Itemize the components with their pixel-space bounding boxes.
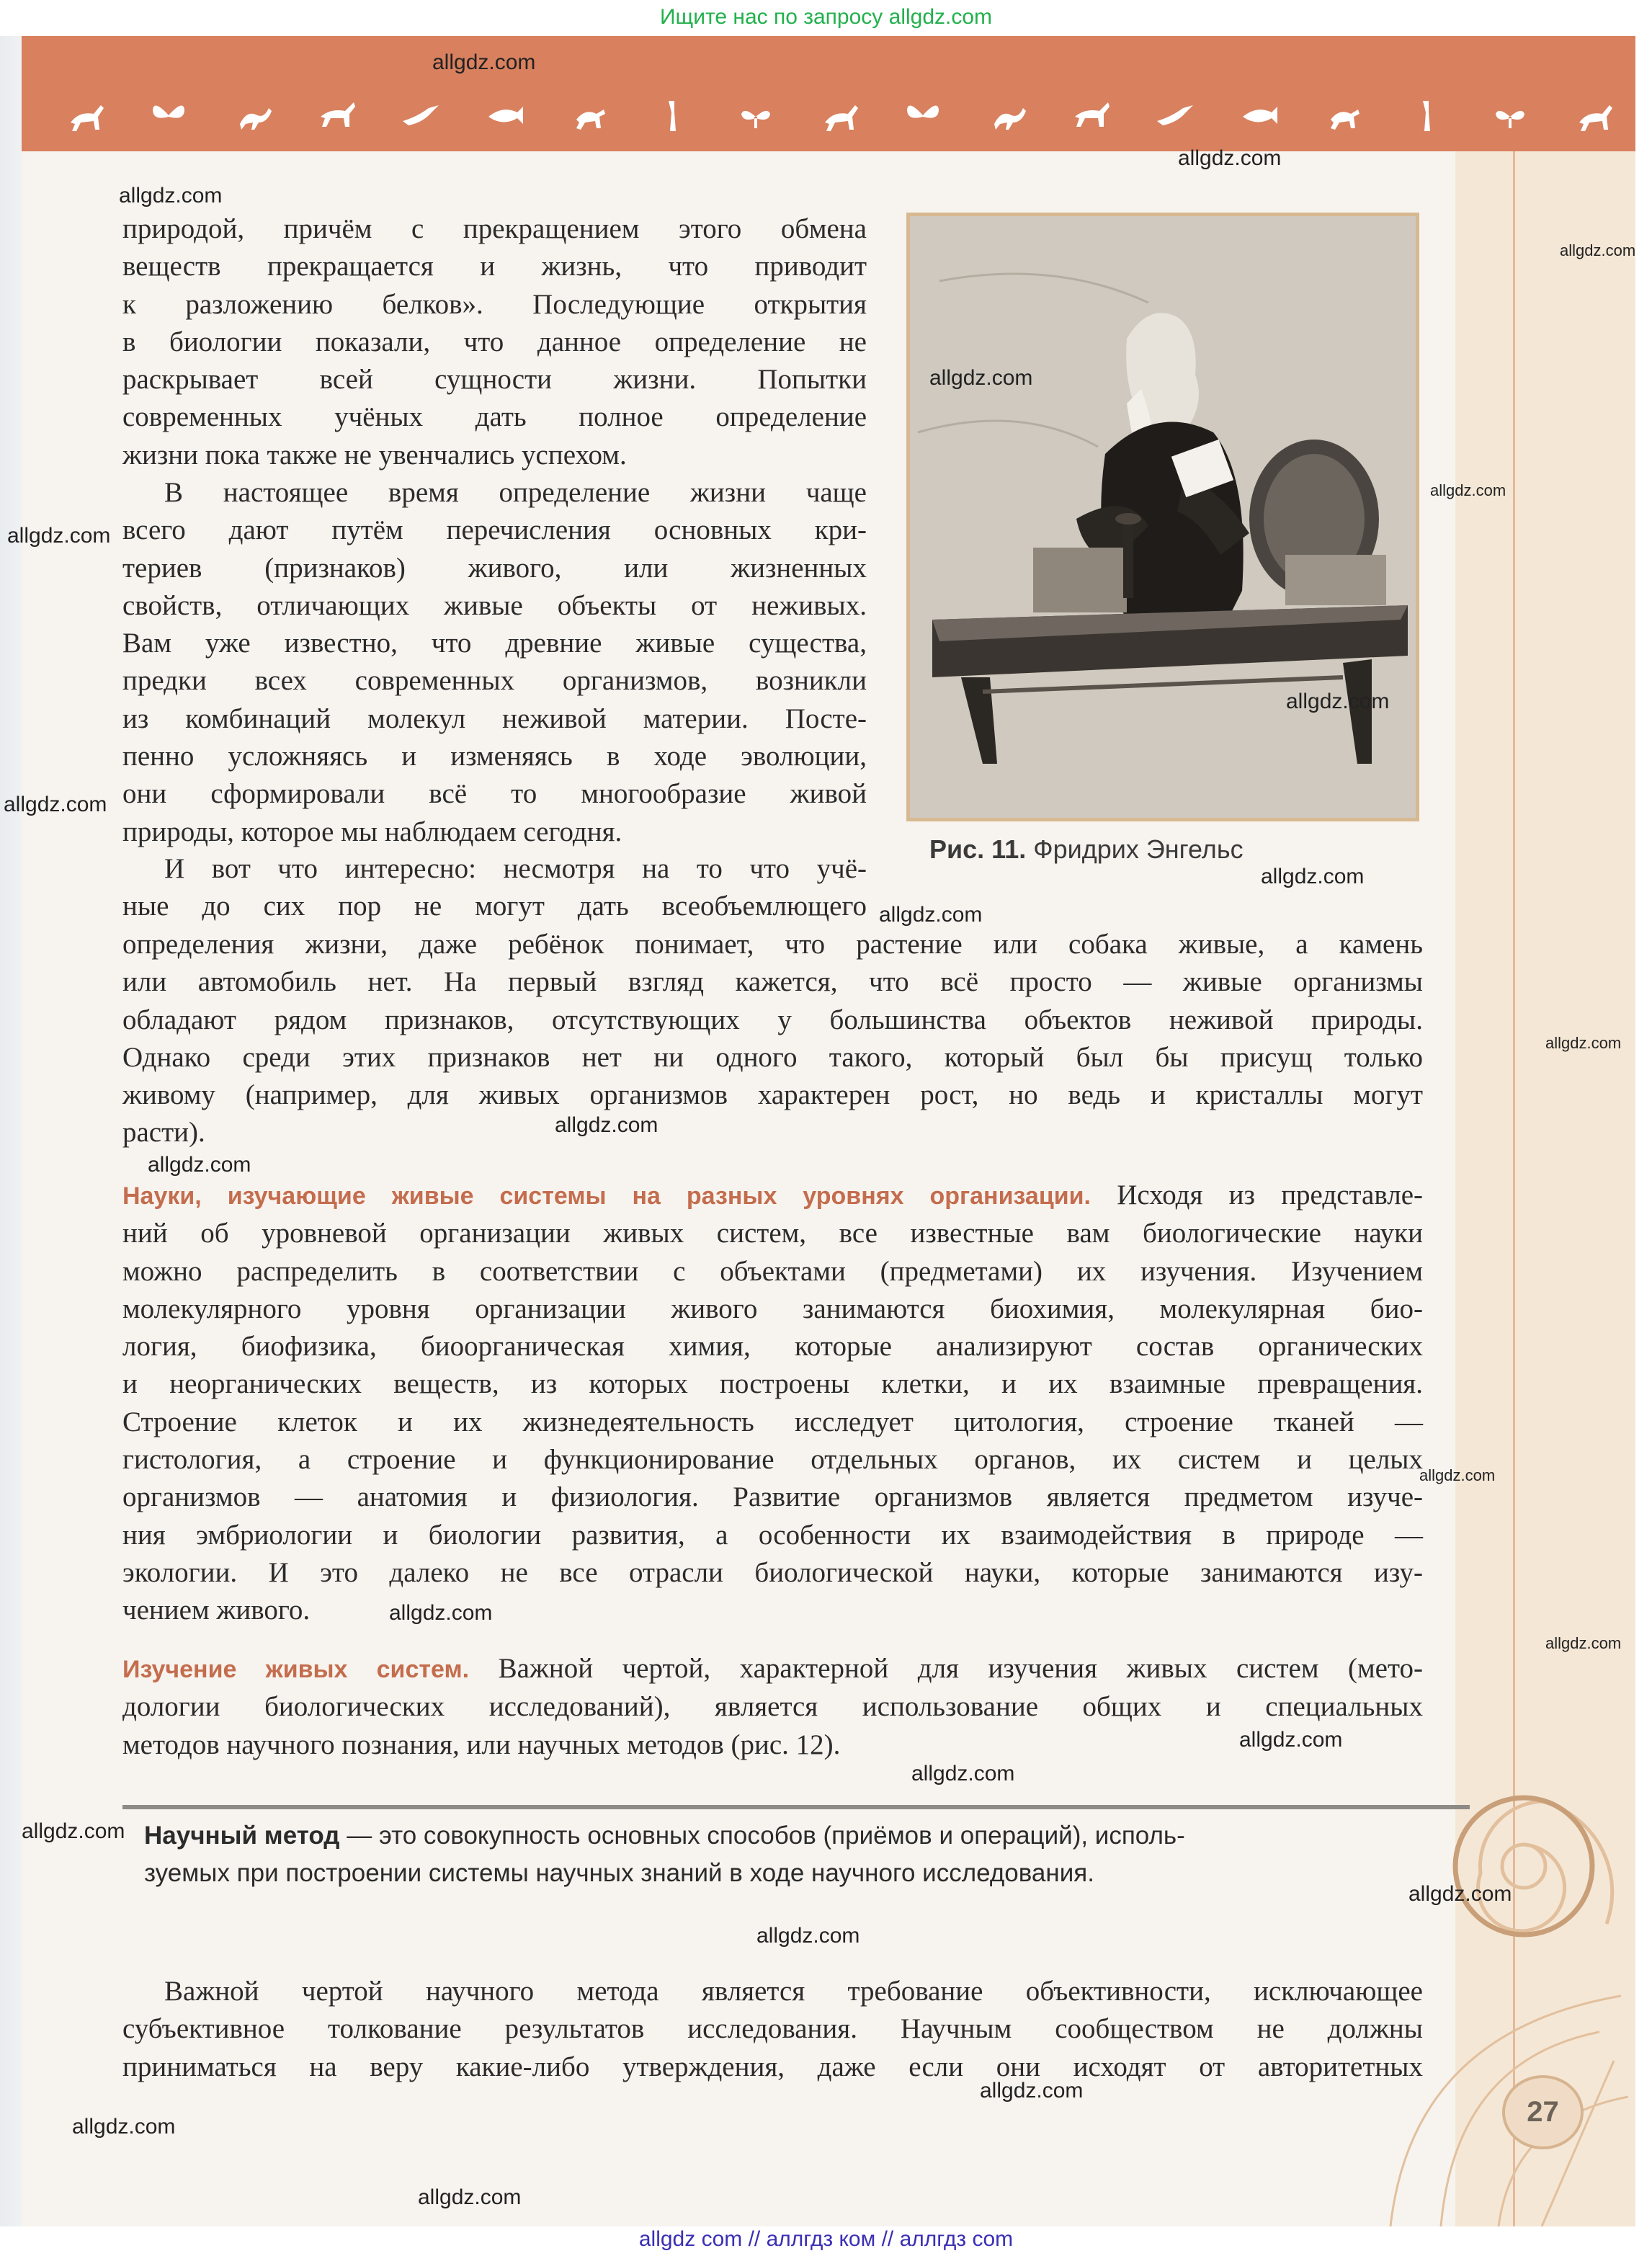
- watermark: allgdz.com: [980, 2079, 1084, 2103]
- text-line: пенно усложняясь и изменяясь в ходе эволюции,: [122, 741, 867, 772]
- watermark: allgdz.com: [22, 1819, 125, 1843]
- text-line: обладают рядом признаков, отсутствующих у большинства объектов неживой природы.: [122, 1004, 1423, 1035]
- watermark: allgdz.com: [1261, 865, 1365, 888]
- text-line: чением живого.: [122, 1595, 311, 1626]
- definition-term: Научный метод: [144, 1822, 340, 1850]
- definition-rule: [122, 1805, 1470, 1809]
- column-paragraph-2: [122, 474, 867, 851]
- insect-icon: [903, 95, 943, 135]
- watermark: allgdz.com: [7, 524, 111, 548]
- butterfly-icon: [148, 95, 189, 135]
- scorpion-icon: [233, 95, 273, 135]
- text-line: или автомобиль нет. На первый взгляд кажется, что всё просто — живые организмы: [122, 966, 1423, 998]
- sciences-heading: Науки, изучающие живые системы на разных уровнях организации.: [122, 1182, 1091, 1210]
- text-line: молекулярного уровня организации живого занимаются биохимия, молекулярная био-: [122, 1293, 1423, 1324]
- watermark: allgdz.com: [911, 1762, 1015, 1785]
- full-paragraph-3-continued: [122, 926, 1423, 1152]
- column-paragraph-1: [122, 210, 867, 474]
- text-line: к разложению белков». Последующие открытия: [122, 288, 867, 320]
- watermark: allgdz.com: [148, 1153, 251, 1177]
- watermark: allgdz.com: [756, 1924, 860, 1948]
- nautilus-spiral-decoration: [1369, 1758, 1635, 2226]
- figure-caption-number: Рис. 11.: [929, 834, 1027, 864]
- definition-line: зуемых при построении системы научных знаний в ходе научного исследования.: [144, 1859, 1094, 1887]
- figure-caption-text: Фридрих Энгельс: [1033, 834, 1244, 864]
- bottom-links[interactable]: allgdz com // аллгдз ком // аллгдз com: [638, 2227, 1014, 2251]
- bird-icon: [1322, 95, 1362, 135]
- horse-icon: [1238, 95, 1279, 135]
- definition-box: [144, 1817, 1441, 1892]
- watermark: allgdz.com: [4, 793, 107, 816]
- text-line: живому (например, для живых организмов характерен рост, но ведь и кристаллы могут: [122, 1079, 1423, 1111]
- watermark: allgdz.com: [1545, 1634, 1622, 1652]
- beetle-icon: [1490, 95, 1530, 135]
- text-line: логия, биофизика, биоорганическая химия, которые анализируют состав органических: [122, 1331, 1423, 1363]
- text-line: Строение клеток и их жизнедеятельность исследует цитология, строение тканей —: [122, 1406, 1423, 1437]
- watermark: allgdz.com: [1286, 690, 1390, 713]
- text-line: Важной чертой, характерной для изучения живых систем (мето-: [498, 1653, 1423, 1684]
- text-line: И вот что интересно: несмотря на то что учё-: [164, 853, 867, 884]
- text-line: раскрывает всей сущности жизни. Попытки: [122, 364, 867, 396]
- text-line: природы, которое мы наблюдаем сегодня.: [122, 816, 622, 847]
- text-line: ные до сих пор не могут дать всеобъемлющего: [122, 891, 867, 922]
- giraffe-icon: [651, 95, 692, 135]
- scorpion-icon: [1154, 95, 1195, 135]
- watermark: allgdz.com: [119, 184, 223, 208]
- text-line: экологии. И это далеко не все отрасли биологической науки, которые занимаются изу-: [122, 1556, 1423, 1588]
- watermark: allgdz.com: [1408, 1882, 1512, 1906]
- text-line: можно распределить в соответствии с объектами (предметами) их изучения. Изучением: [122, 1255, 1423, 1287]
- text-line: в биологии показали, что данное определение не: [122, 326, 867, 357]
- engels-portrait-figure: [906, 213, 1419, 821]
- text-line: териев (признаков) живого, или жизненных: [122, 552, 867, 584]
- beetle-icon: [568, 95, 608, 135]
- fish-icon: [484, 95, 524, 135]
- watermark: allgdz.com: [929, 366, 1033, 390]
- text-line: ний об уровневой организации живых систем, все известные вам биологические науки: [122, 1218, 1423, 1249]
- watermark: allgdz.com: [1545, 1034, 1622, 1052]
- watermark: allgdz.com: [555, 1113, 658, 1137]
- watermark: allgdz.com: [432, 50, 536, 74]
- text-line: гистология, а строение и функционирование отдельных органов, их систем и целых: [122, 1444, 1423, 1476]
- text-line: определения жизни, даже ребёнок понимает, что растение или собака живые, а камень: [122, 929, 1423, 960]
- text-line: ния эмбриологии и биологии развития, а особенности их взаимодействия в природе —: [122, 1519, 1423, 1551]
- study-section: [122, 1650, 1423, 1764]
- watermark: allgdz.com: [72, 2115, 176, 2139]
- text-line: и неорганических веществ, из которых построены клетки, и их взаимные превращения.: [122, 1368, 1423, 1400]
- bird-icon: [400, 95, 440, 135]
- text-line: природой, причём с прекращением этого обмена: [122, 213, 867, 244]
- text-line: расти).: [122, 1117, 205, 1149]
- text-line: Однако среди этих признаков нет ни одного такого, который был бы присущ только: [122, 1041, 1423, 1073]
- text-line: предки всех современных организмов, возникли: [122, 665, 867, 697]
- page-number: 27: [1502, 2075, 1584, 2149]
- text-line: они сформировали всё то многообразие живой: [122, 778, 867, 810]
- watermark: allgdz.com: [1419, 1466, 1496, 1484]
- text-line: современных учёных дать полное определение: [122, 401, 867, 433]
- watermark: allgdz.com: [1430, 481, 1506, 499]
- text-line: Вам уже известно, что древние живые существа,: [122, 628, 867, 659]
- watermark: allgdz.com: [418, 2185, 522, 2209]
- text-line: субъективное толкование результатов исследования. Научным сообществом не должны: [122, 2013, 1423, 2045]
- watermark: allgdz.com: [389, 1601, 493, 1625]
- text-line: веществ прекращается и жизнь, что приводит: [122, 251, 867, 282]
- animal-icon-strip: [65, 90, 1614, 141]
- text-line: всего дают путём перечисления основных кри-: [122, 514, 867, 546]
- giraffe-icon: [1573, 95, 1614, 135]
- study-heading: Изучение живых систем.: [122, 1656, 470, 1683]
- text-line: методов научного познания, или научных методов (рис. 12).: [122, 1729, 841, 1760]
- fish-icon: [1406, 95, 1446, 135]
- watermark: allgdz.com: [1178, 146, 1282, 170]
- figure-caption: [929, 834, 1244, 865]
- sciences-section: [122, 1177, 1423, 1630]
- bee-icon: [736, 95, 776, 135]
- text-line: Исходя из представле-: [1117, 1180, 1423, 1211]
- text-line: В настоящее время определение жизни чаще: [164, 477, 867, 508]
- text-line: свойств, отличающих живые объекты от неживых.: [122, 589, 867, 621]
- deer-icon: [65, 95, 105, 135]
- watermark: allgdz.com: [1560, 241, 1636, 259]
- bull-icon: [819, 95, 860, 135]
- watermark: allgdz.com: [879, 903, 983, 927]
- text-line: Важной чертой научного метода является требование объективности, исключающее: [164, 1976, 1423, 2007]
- column-paragraph-3: [122, 850, 867, 926]
- text-line: организмов — анатомия и физиология. Развитие организмов является предметом изуче-: [122, 1481, 1423, 1513]
- text-line: дологии биологических исследований), является использование общих и специальных: [122, 1691, 1423, 1723]
- top-search-banner[interactable]: Ищите нас по запросу allgdz.com: [659, 5, 993, 29]
- definition-line: — это совокупность основных способов (приёмов и операций), исполь-: [347, 1822, 1185, 1850]
- butterfly-icon: [987, 95, 1027, 135]
- engels-portrait-image: [910, 216, 1416, 818]
- final-paragraph: [122, 1973, 1423, 2086]
- bison-icon: [1071, 95, 1111, 135]
- horse-icon: [316, 95, 357, 135]
- text-line: из комбинаций молекул неживой материи. Посте-: [122, 703, 867, 734]
- watermark: allgdz.com: [1239, 1728, 1343, 1752]
- text-line: приниматься на веру какие-либо утверждения, даже если они исходят от авторитетных: [122, 2051, 1423, 2082]
- text-line: жизни пока также не увенчались успехом.: [122, 439, 627, 471]
